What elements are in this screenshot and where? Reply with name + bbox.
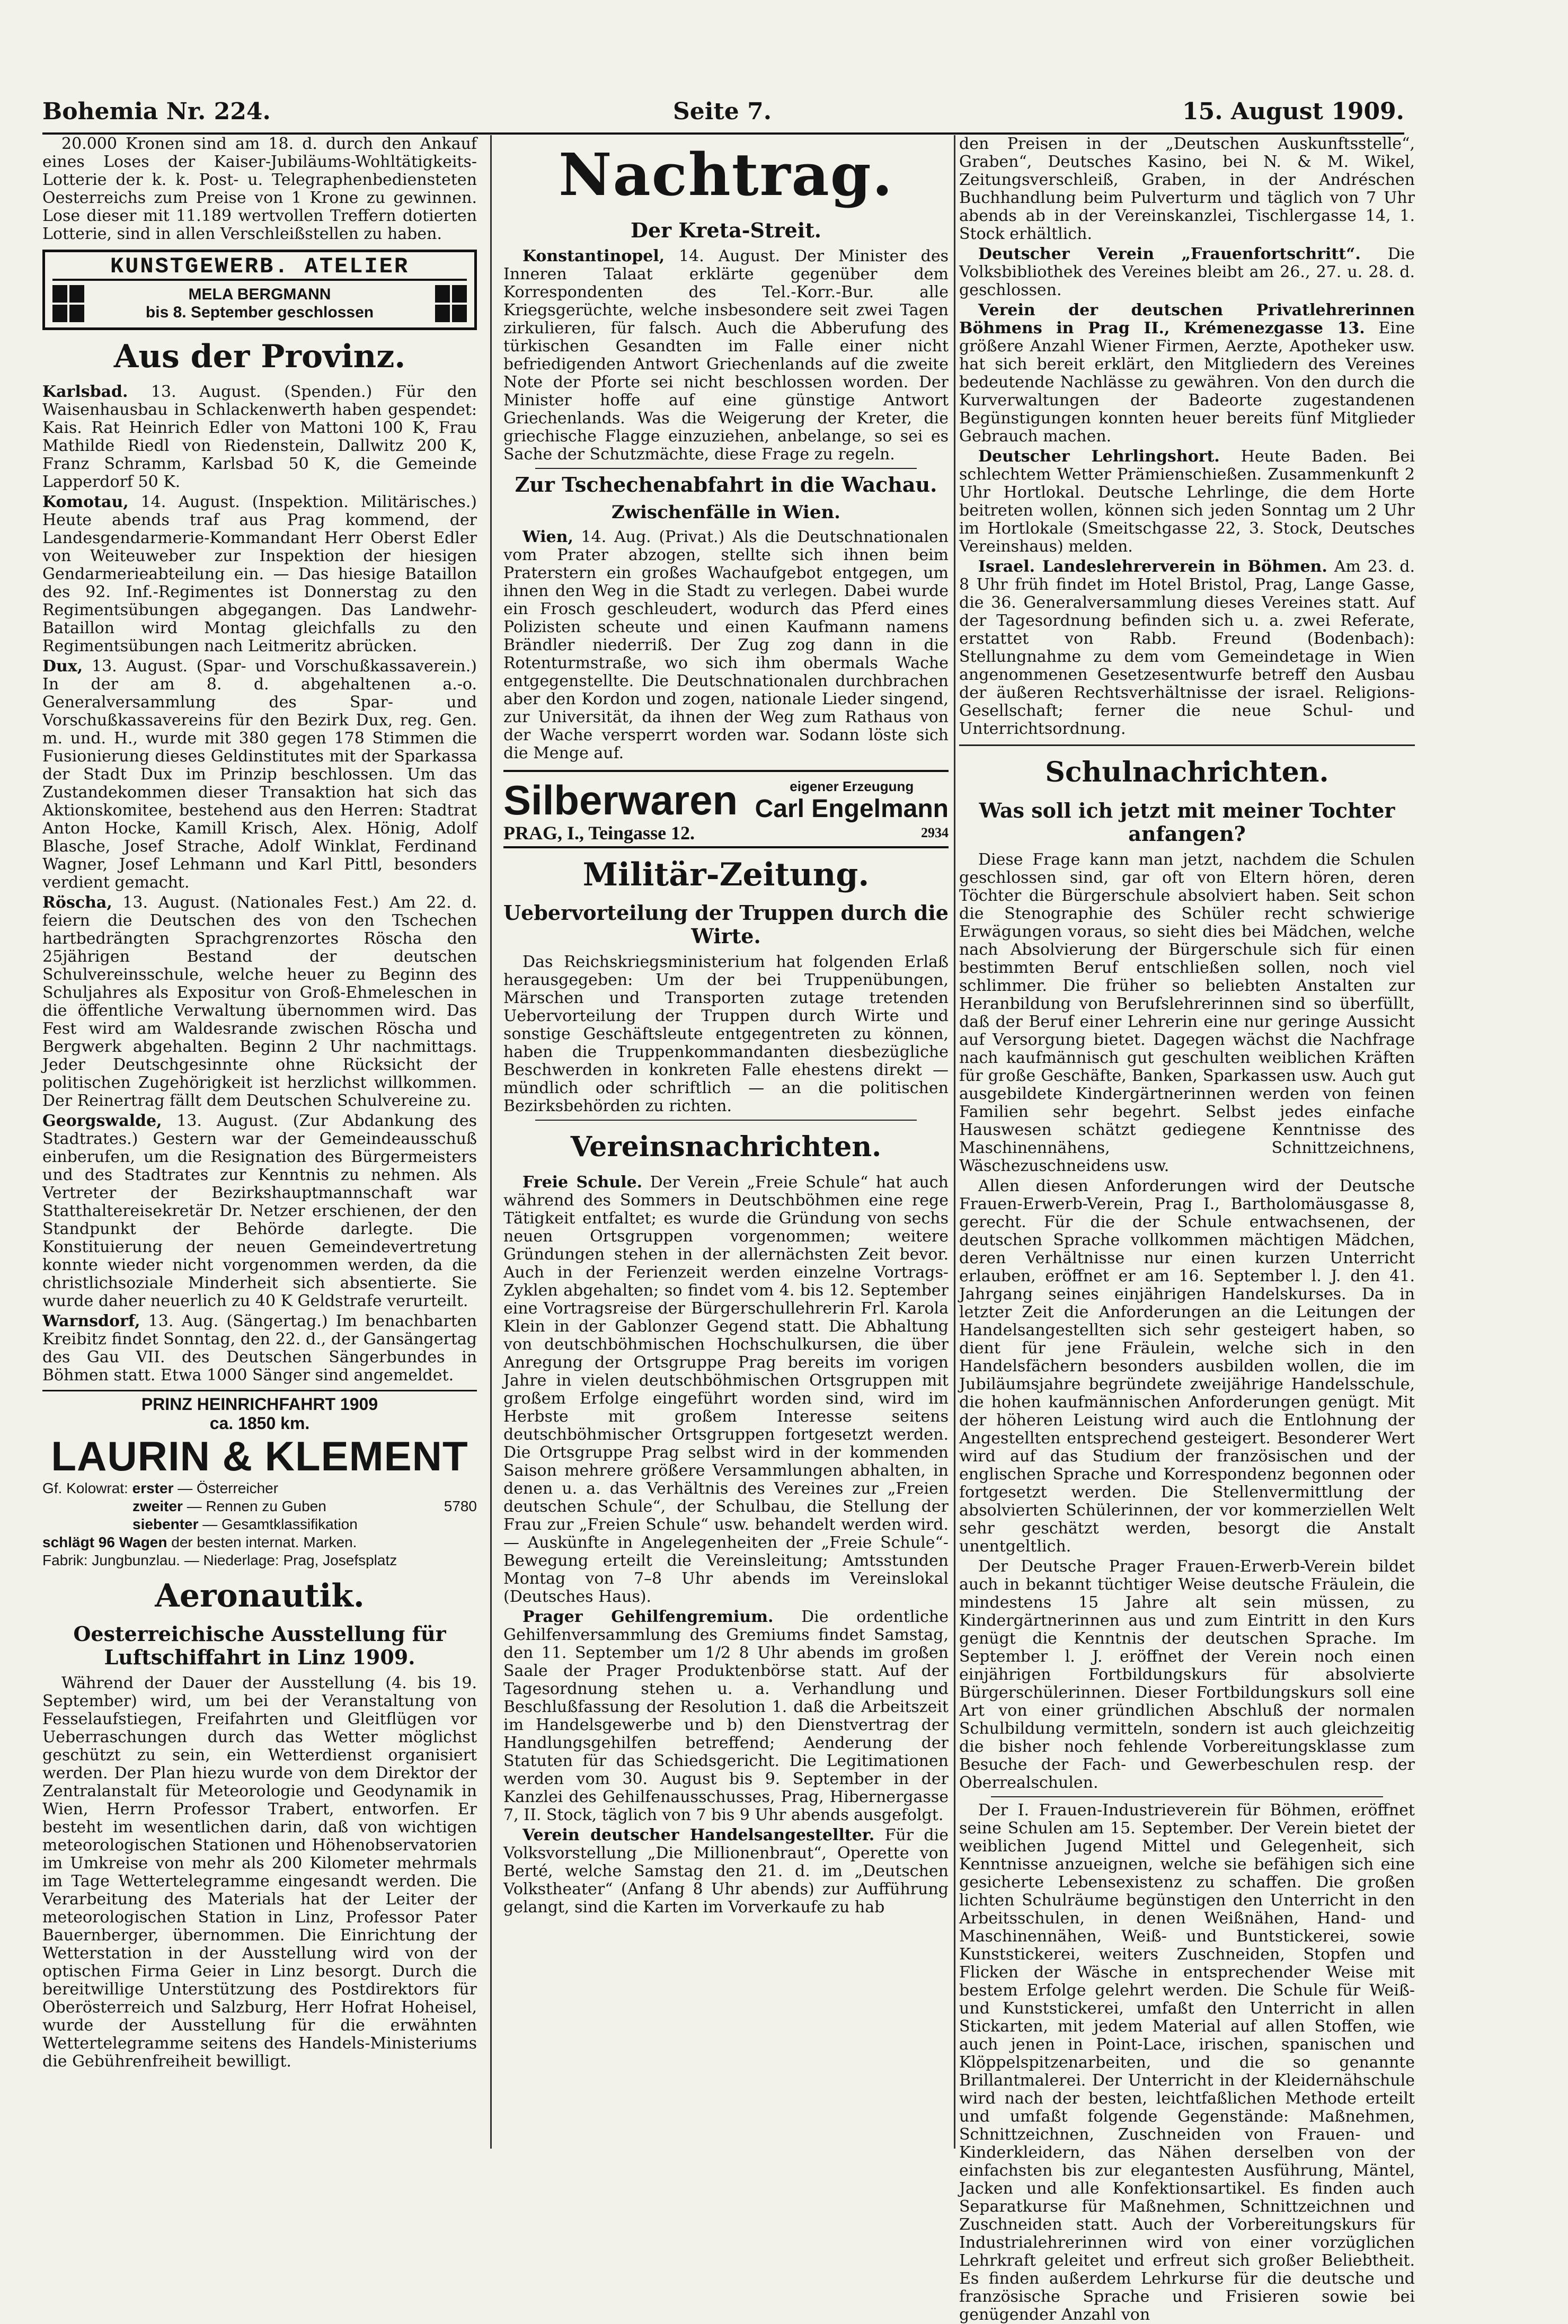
ad-silberwaren-word: Silberwaren bbox=[503, 777, 738, 823]
column-divider-2 bbox=[954, 135, 955, 2149]
column-middle: Nachtrag. Der Kreta-Streit. Konstantinopel, 14. August. Der Minister des Inneren Talaat erklärte gegenüber dem Korrespondenten des Tel.-Korr.-Bur. alle Kriegsgerüchte, welche insbesondere seit zwei Tagen zirkulieren, für falsch. Auch die Abberufung des türkischen Gesandten im Falle einer nicht befriedigenden Antwort Griechenlands auf die zweite Note der Pforte sei nicht beschlossen worden. Der Minister hoffe auf eine günstige Antwort Griechenlands. Was die Weigerung der Kreter, die griechische Flagge einzuziehen, anbelange, so sei es Sache der Schutzmächte, diese Frage zu regeln. Zur Tschechenabfahrt in die Wachau. Zwischenfälle in Wien. Wien, 14. Aug. (Privat.) Als die Deutschnationalen vom Prater abzogen, stellte sich ihnen beim Praterstern ein großes Wachaufgebot entgegen, um ihnen den Weg in die Stadt zu verlegen. Dabei wurde ein Frosch geschleudert, wodurch das Pferd eines Polizisten scheute und einen Kaufmann namens Brändler niederriß. Der Zug zog dann in die Rotenturmstraße, wo sich ihm obermals Wache entgegenstellte. Die Deutschnationalen durchbrachen aber den Kordon und zogen, nationale Lieder singend, zur Universität, da ihnen der Weg zum Rathaus von der Wache versperrt worden war. Sodann löste sich die Menge auf. Silberwaren eigener Erzeugung Carl Engelmann PRAG, I., Teingasse 12. 2934 Militär-Zeitung. Uebervorteilung der Truppen durch die Wirte. Das Reichskriegsministerium hat folgenden Erlaß herausgegeben: Um der bei Truppenübungen, Märschen und Transporten zutage tretenden Uebervorteilung der Truppen durch Wirte und sonstige Geschäftsleute entgegentreten zu können, haben die Truppenkommandanten diesbezügliche Beschwerden in konkreten Falle ehestens direkt — mündlich oder schriftlich — an die politischen Bezirksbehörden zu richten. Vereinsnachrichten. Freie Schule. Der Verein „Freie Schule“ hat auch während des Sommers in Deutschböhmen eine rege Tätigkeit entfaltet; es wurde die Gründung von sechs neuen Ortsgruppen vorgenommen; weitere Gründungen stehen in der allernächsten Zeit bevor. Auch in der Ferienzeit werden einzelne Vortrags-Zyklen abgehalten; so findet vom 4. bis 12. September eine Vortragsreise der Bürgerschullehrerin Frl. Karola Klein in der Gablonzer Gegend statt. Die Abhaltung von deutschböhmischen Hochschulkursen, die über Anregung der Ortsgruppe Prag bereits im vorigen Jahre in vielen deutschböhmischen Ortsgruppen mit großem Erfolge eingeführt worden sind, wird im Herbste mit großem Interesse seitens deutschböhmischer Ortsgruppen fortgesetzt werden. Die Ortsgruppe Prag selbst wird in der kommenden Saison mehrere größere Versammlungen abhalten, in denen u. a. das Verhältnis des Vereines zur „Freien deutschen Schule“, der Schulbau, die Stellung der Frau zur „Freien Schule“ usw. behandelt werden wird. — Auskünfte in Angelegenheiten der „Freie Schule“-Bewegung erteilt die Vereinsleitung; Amtsstunden Montag von 7–8 Uhr abends im Vereinslokal (Deutsches Haus). Prager Gehilfengremium. Die ordentliche Gehilfenversammlung des Gremiums findet Samstag, den 11. September um 1/2 8 Uhr abends im großen Saale der Prager Produktenbörse statt. Auf der Tagesordnung stehen u. a. Verhandlung und Beschlußfassung der Resolution 1. daß die Arbeitszeit im Handelsgewerbe und b) den Dienstvertrag der Handlungsgehilfen betreffend; Aenderung der Statuten für das Schiedsgericht. Die Legitimationen werden vom 30. August bis 9. September in der Kanzlei des Gehilfenausschusses, Prag, Hibernergasse 7, II. Stock, täglich von 7 bis 9 Uhr abends ausgefolgt. Verein deutscher Handelsangestellter. Für die Volksvorstellung „Die Millionenbraut“, Operette von Berté, welche Samstag den 21. d. im „Deutschen Volkstheater“ (Anfang 8 Uhr abends) zur Aufführung gelangt, sind die Karten im Vorverkaufe zu hab bbox=[503, 140, 949, 1917]
vereins-title: Vereinsnachrichten. bbox=[570, 1131, 882, 1163]
ad-laurin-event: PRINZ HEINRICHFAHRT 1909 bbox=[42, 1390, 477, 1414]
aeronautik-subtitle: Oesterreichische Ausstellung für Luftschiffahrt in Linz 1909. bbox=[73, 1622, 446, 1669]
article: Röscha, 13. August. (Nationales Fest.) Am 22. d. feiern die Deutschen des von den Tschechen hartbedrängten Sprachgrenzortes Röscha den 25jährigen Bestand der deutschen Schulvereinsschule, welche heuer zu Beginn des Schuljahres als Expositur von Groß-Ehmeleschen in die öffentliche Verwaltung übernommen wird. Das Fest wird am Waldesrande zwischen Röscha und Bergwerk abgehalten. Beginn 2 Uhr nachmittags. Jeder Deutschgesinnte ohne Rücksicht der politischen Zugehörigkeit ist herzlichst willkommen. Der Reinertrag fällt dem Deutschen Schulvereine zu. bbox=[42, 893, 477, 1110]
article: Komotau, 14. August. (Inspektion. Militärisches.) Heute abends traf aus Prag kommend, der Landesgendarmerie-Kommandant Herr Oberst Edler von Weiteuweber zur Inspektion der hiesigen Gendarmerieabteilung ein. — Das hiesige Bataillon des 92. Inf.-Regimentes ist Donnerstag zu den Regimentsübungen abgegangen. Das Landwehr-Bataillon wird Montag gleichfalls zu den Regimentsübungen nach Leitmeritz abrücken. bbox=[42, 493, 477, 655]
kreta-article: 14. August. Der Minister des Inneren Talaat erklärte gegenüber dem Korrespondenten des Tel.-Korr.-Bur. alle Kriegsgerüchte, welche insbesondere seit zwei Tagen zirkulieren, für falsch. Auch die Abberufung des türkischen Gesandten im Falle einer nicht befriedigenden Antwort Griechenlands auf die zweite Note der Pforte sei nicht beschlossen worden. Der Minister hoffe auf eine günstige Antwort Griechenlands. Was die Weigerung der Kreter, die griechische Flagge einzuziehen, anbelange, so sei es Sache der Schutzmächte, diese Frage zu regeln. bbox=[503, 247, 949, 464]
divider bbox=[535, 1120, 917, 1121]
kreta-dateline: Konstantinopel, bbox=[522, 247, 665, 265]
schul-subtitle: Was soll ich jetzt mit meiner Tochter anfangen? bbox=[979, 799, 1395, 846]
wachau-dateline: Wien, bbox=[522, 528, 573, 546]
verein-article: Für die Volksvorstellung „Die Millionenbraut“, Operette von Berté, welche Samstag den 21. d. im „Deutschen Volkstheater“ (Anfang 8 Uhr abends) zur Aufführung gelangt, sind die Karten im Vorverkaufe zu hab bbox=[503, 1826, 949, 1917]
divider bbox=[959, 744, 1415, 746]
ad-laurin-brand: LAURIN & KLEMENT bbox=[51, 1433, 468, 1479]
verein-article: Am 23. d. 8 Uhr früh findet im Hotel Bristol, Prag, Lange Gasse, die 36. Generalversammlung dieses Vereines statt. Auf der Tagesordnung befinden sich u. a. zwei Referate, erstattet von Rabb. Freund (Bodenbach): Stellungnahme zu dem vom Gemeindetage in Wien angenommenen Gesetzesentwurfe betreff den Ausbau der äußeren Rechtsverhältnisse der israel. Religions-Gesellschaft; ferner die neue Schul- und Unterrichtsordnung. bbox=[959, 557, 1415, 738]
schul-title: Schulnachrichten. bbox=[1045, 756, 1329, 788]
section-title-aeronautik: Aeronautik. bbox=[155, 1577, 365, 1615]
article: Dux, 13. August. (Spar- und Vorschußkassaverein.) In der am 8. d. abgehaltenen a.-o. Generalversammlung des Spar- und Vorschußkassavereins für den Bezirk Dux, reg. Gen. m. und. H., wurde mit 380 gegen 178 Stimmen die Fusionierung dieses Geldinstitutes mit der Sparkassa der Stadt Dux im Prinzip beschlossen. Um das Zustandekommen dieser Transaktion hat sich das Aktionskomitee, bestehend aus den Herren: Stadtrat Anton Hocke, Kamill Krisch, Alex. Hönig, Adolf Blasche, Josef Strache, Adolf Winklat, Ferdinand Wagner, Josef Lehmann und Karl Pittl, besonders verdient gemacht. bbox=[42, 657, 477, 892]
ad-silberwaren-number: 2934 bbox=[921, 825, 949, 840]
wachau-title: Zur Tschechenabfahrt in die Wachau. bbox=[515, 473, 937, 496]
divider bbox=[991, 1796, 1383, 1797]
ornament-icon bbox=[435, 285, 467, 322]
militaer-title: Militär-Zeitung. bbox=[582, 856, 870, 893]
provinz-articles bbox=[42, 383, 477, 1385]
wachau-article: 14. Aug. (Privat.) Als die Deutschnationalen vom Prater abzogen, stellte sich ihnen beim Praterstern ein großes Wachaufgebot entgegen, um ihnen den Weg in die Stadt zu verlegen. Dabei wurde ein Frosch geschleudert, wodurch das Pferd eines Polizisten scheute und einen Kaufmann namens Brändler niederriß. Der Zug zog dann in die Rotenturmstraße, wo sich ihm obermals Wache entgegenstellte. Die Deutschnationalen durchbrachen aber den Kordon und zogen, nationale Lieder singend, zur Universität, da ihnen der Weg zum Rathaus von der Wache versperrt worden war. Sodann löste sich die Menge auf. bbox=[503, 528, 949, 762]
divider bbox=[535, 468, 917, 469]
article: Georgswalde, 13. August. (Zur Abdankung des Stadtrates.) Gestern war der Gemeindeausschuß einberufen, um die Resignation des Bürgermeisters und des Stadtrates zur Kenntnis zu nehmen. Als Vertreter der Bezirkshauptmannschaft war Statthaltereisekretär Dr. Netzer erschienen, der den Standpunkt der Behörde darlegte. Die Konstituierung der neuen Gemeindevertretung konnte wieder nicht vorgenommen werden, da die christlichsoziale Minderheit sich absentierte. Sie wurde daher neuerlich zu 40 K Geldstrafe verurteilt. bbox=[42, 1112, 477, 1310]
ad-silberwaren-address: PRAG, I., Teingasse 12. bbox=[503, 822, 695, 844]
ad-kunstgewerbe bbox=[42, 250, 477, 330]
article: Karlsbad. 13. August. (Spenden.) Für den Waisenhausbau in Schlackenwerth haben gespendet: Kais. Rat Heinrich Edler von Mattoni 100 K, Frau Mathilde Riedl von Riedenstein, Dallwitz 200 K, Franz Schramm, Karlsbad 50 K, die Gemeinde Lapperdorf 50 K. bbox=[42, 383, 477, 491]
issue-number: Bohemia Nr. 224. bbox=[42, 98, 271, 125]
wachau-subtitle: Zwischenfälle in Wien. bbox=[611, 502, 841, 523]
kreta-title: Der Kreta-Streit. bbox=[631, 218, 821, 242]
ornament-icon bbox=[52, 285, 84, 322]
column-divider-1 bbox=[490, 135, 492, 2149]
column-right: den Preisen in der „Deutschen Auskunftsstelle“, Graben“, Deutsches Kasino, bei N. & M. Wikel, Zeitungsverschleiß, Graben, in der Andréschen Buchhandlung beim Pulverturm und täglich von 7 Uhr abends ab in der Vereinskanzlei, Tischlergasse 14, 1. Stock erhältlich. Deutscher Verein „Frauenfortschritt“. Die Volksbibliothek des Vereines bleibt am 26., 27. u. 28. d. geschlossen. Verein der deutschen Privatlehrerinnen Böhmens in Prag II., Krémenezgasse 13. Eine größere Anzahl Wiener Firmen, Aerzte, Apotheker usw. hat sich bereit erklärt, den Mitgliedern des Vereines bedeutende Nachlässe zu gewähren. Von den durch die Kurverwaltungen der Badeorte zugestandenen Begünstigungen konnten heuer bereits fünf Mitglieder Gebrauch machen. Deutscher Lehrlingshort. Heute Baden. Bei schlechtem Wetter Prämienschießen. Zusammenkunft 2 Uhr Hortlokal. Deutsche Lehrlinge, die dem Horte beitreten wollen, können sich jeden Sonntag um 2 Uhr im Hortlokale (Smeitschgasse 22, 3. Stock, Deutsches Vereinshaus) melden. Israel. Landeslehrerverein in Böhmen. Am 23. d. 8 Uhr früh findet im Hotel Bristol, Prag, Lange Gasse, die 36. Generalversammlung dieses Vereines statt. Auf der Tagesordnung befinden sich u. a. zwei Referate, erstattet von Rabb. Freund (Bodenbach): Stellungnahme zu dem vom Gemeindetage in Wien angenommenen Gesetzesentwurfe betreff den Ausbau der äußeren Rechtsverhältnisse der israel. Religions-Gesellschaft; ferner die neue Schul- und Unterrichtsordnung. Schulnachrichten. Was soll ich jetzt mit meiner Tochter anfangen? Diese Frage kann man jetzt, nachdem die Schulen geschlossen sind, gar oft von Eltern hören, deren Töchter die Bürgerschule absolviert haben. Seit schon die Stenographie des Schüler recht schwierige Erwägungen voraus, so sieht dies bei Mädchen, welche nach Absolvierung der Bürgerschule sich für einen bestimmten Beruf entschließen sollen, noch viel schlimmer. Die früher so beliebten Anstalten zur Heranbildung von Berufslehrerinnen sind so überfüllt, daß der Beruf einer Lehrerin eine nur geringe Aussicht auf Versorgung bietet. Dagegen wächst die Nachfrage nach kaufmännisch gut geschulten weiblichen Kräften für große Geschäfte, Banken, Sparkassen usw. Auch gut ausgebildete Kindergärtnerinnen werden von feinen Familien sehr begehrt. Selbst jedes einfache Hauswesen schätzt gediegene Kenntnisse des Maschinennähens, Schnittzeichnens, Wäschezuschneidens usw. Allen diesen Anforderungen wird der Deutsche Frauen-Erwerb-Verein, Prag I., Bartholomäusgasse 8, gerecht. Für die der Schule entwachsenen, der deutschen Sprache vollkommen mächtigen Mädchen, deren Verhältnisse nur einen kurzen Unterricht erlauben, eröffnet er am 16. September l. J. den 41. Jahrgang seines einjährigen Handelskurses. Da in letzter Zeit die Anforderungen an die Leitungen der Handelsangestellten sich sehr gesteigert haben, so dient für jene Fräulein, welche sich in den Handelsfächern besonders ausbilden wollen, die im Jubiläumsjahre begründete zweijährige Handelsschule, die hohen kaufmännischen Anforderungen genügt. Mit der höheren Leistung wird auch die Entlohnung der Angestellten entsprechend gesteigert. Besonderer Wert wird auf das Studium der französischen und der englischen Sprache und Korrespondenz begonnen oder fortgesetzt werden. Die Stellenvermittlung der absolvierten Schülerinnen, der vor kommerziellen Welt sehr geschätzt werden, besorgt die Anstalt unentgeltlich. Der Deutsche Prager Frauen-Erwerb-Verein bildet auch in bekannt tüchtiger Weise deutsche Fräulein, die mindestens 15 Jahre alt sein müssen, zu Kindergärtnerinnen aus und zum Eintritt in den Kurs genügt die Kenntnis der deutschen Sprache. Im September l. J. eröffnet der Verein noch einen einjährigen Fortbildungskurs für absolvierte Bürgerschülerinnen. Dieser Fortbildungskurs soll eine Art von einer gründlichen Abschluß der normalen Schulbildung vermitteln, sondern ist auch gleichzeitig die bisher noch fehlende Vorbereitungsklasse zum Besuche der Fach- und Gewerbeschulen resp. der Oberrealschulen. Der I. Frauen-Industrieverein für Böhmen, eröffnet seine Schulen am 15. September. Der Verein bietet der weiblichen Jugend Mittel und Gelegenheit, sich Kenntnisse anzueignen, welche sie befähigen sich eine gesicherte Lebensexistenz zu schaffen. Die großen lichten Schulräume begünstigen den Unterricht in den Arbeitsschulen, in denen Weißnähen, Hand- und Maschinennähen, Weiß- und Buntstickerei, sowie Kunststickerei, weiters Zuschneiden, Stopfen und Flicken der Wäsche in entsprechender Weise mit bestem Erfolge gelehrt werden. Die Schule für Weiß- und Kunststickerei, umfaßt den Unterricht in allen Stickarten, mit jedem Material auf allen Stoffen, wie auch jenen in Point-Lace, irischen, spanischen und Klöppelspitzenarbeiten, und die so genannte Brillantmalerei. Der Unterricht in der Kleidernähschule wird nach der besten, leichtfaßlichen Methode erteilt und umfaßt folgende Gegenstände: Maßnehmen, Schnittzeichnen, Zuschneiden von Frauen- und Kinderkleidern, das Nähen derselben von der einfachsten bis zur elegantesten Ausführung, Mäntel, Jacken und alle Konfektionsartikel. Es finden auch Separatkurse für Maßnehmen, Schnittzeichnen und Zuschneiden statt. Auch der Vorbereitungskurs für Industrialehrerinnen wird von einer vorzüglichen Lehrkraft geleitet und erfreut sich großer Beliebtheit. Es finden außerdem Lehrkurse für die deutsche und französische Sprache und Frisieren sowie bei genügender Anzahl von bbox=[959, 135, 1415, 2324]
verein-continued: den Preisen in der „Deutschen Auskunftsstelle“, Graben“, Deutsches Kasino, bei N. & M. Wikel, Zeitungsverschleiß, Graben, in der Andréschen Buchhandlung beim Pulverturm und täglich von 7 Uhr abends ab in der Vereinskanzlei, Tischlergasse 14, 1. Stock erhältlich. bbox=[959, 135, 1415, 243]
ad-silberwaren bbox=[503, 770, 949, 848]
verein-article: Heute Baden. Bei schlechtem Wetter Prämienschießen. Zusammenkunft 2 Uhr Hortlokal. Deutsche Lehrlinge, die dem Horte beitreten wollen, können sich jeden Sonntag um 2 Uhr im Hortlokale (Smeitschgasse 22, 3. Stock, Deutsches Vereinshaus) melden. bbox=[959, 447, 1415, 556]
schul-article: Der I. Frauen-Industrieverein für Böhmen, eröffnet seine Schulen am 15. September. Der Verein bietet der weiblichen Jugend Mittel und Gelegenheit, sich Kenntnisse anzueignen, welche sie befähigen sich eine gesicherte Lebensexistenz zu schaffen. Die großen lichten Schulräume begünstigen den Unterricht in den Arbeitsschulen, in denen Weißnähen, Hand- und Maschinennähen, Weiß- und Buntstickerei, sowie Kunststickerei, weiters Zuschneiden, Stopfen und Flicken der Wäsche in entsprechender Weise mit bestem Erfolge gelehrt werden. Die Schule für Weiß- und Kunststickerei, umfaßt den Unterricht in allen Stickarten, mit jedem Material auf allen Stoffen, wie auch jenen in Point-Lace, irischen, spanischen und Klöppelspitzenarbeiten, und die so genannte Brillantmalerei. Der Unterricht in der Kleidernähschule wird nach der besten, leichtfaßlichen Methode erteilt und umfaßt folgende Gegenstände: Maßnehmen, Schnittzeichnen, Zuschneiden von Frauen- und Kinderkleidern, das Nähen derselben von der einfachsten bis zur elegantesten Ausführung, Mäntel, Jacken und alle Konfektionsartikel. Es finden auch Separatkurse für Maßnehmen, Schnittzeichnen und Zuschneiden statt. Auch der Vorbereitungskurs für Industrialehrerinnen wird von einer vorzüglichen Lehrkraft geleitet und erfreut sich großer Beliebtheit. Es finden außerdem Lehrkurse für die deutsche und französische Sprache und Frisieren sowie bei genügender Anzahl von bbox=[959, 1801, 1415, 2324]
ad-kunstgewerbe-title: KUNSTGEWERB. ATELIER bbox=[52, 258, 467, 281]
article: Warnsdorf, 13. Aug. (Sängertag.) Im benachbarten Kreibitz findet Sonntag, den 22. d., der Gansängertag des Gau VII. des Deutschen Sängerbundes in Böhmen statt. Etwa 1000 Sänger sind angemeldet. bbox=[42, 1312, 477, 1385]
column-left bbox=[42, 135, 477, 2170]
verein-article: Der Verein „Freie Schule“ hat auch während des Sommers in Deutschböhmen eine rege Tätigkeit entfaltet; es wurde die Gründung von sechs neuen Ortsgruppen vorgenommen; weitere Gründungen stehen in der allernächsten Zeit bevor. Auch in der Ferienzeit werden einzelne Vortrags-Zyklen abgehalten; so findet vom 4. bis 12. September eine Vortragsreise der Bürgerschullehrerin Frl. Karola Klein in der Gablonzer Gegend statt. Die Abhaltung von deutschböhmischen Hochschulkursen, die über Anregung der Ortsgruppe Prag bereits im vorigen Jahre in vielen deutschböhmischen Ortsgruppen mit großem Erfolge eingeführt worden sind, wird im Herbste mit großem Interesse seitens deutschböhmischer Ortsgruppen fortgesetzt werden. Die Ortsgruppe Prag selbst wird in der kommenden Saison mehrere größere Versammlungen abhalten, in denen u. a. das Verhältnis des Vereines zur „Freien deutschen Schule“, der Schulbau, die Stellung der Frau zur „Freien Schule“ usw. behandelt werden wird. — Auskünfte in Angelegenheiten der „Freie Schule“-Bewegung erteilt die Vereinsleitung; Amtsstunden Montag von 7–8 Uhr abends im Vereinslokal (Deutsches Haus). bbox=[503, 1173, 949, 1606]
ad-silberwaren-name: Carl Engelmann bbox=[755, 795, 949, 823]
lottery-notice: 20.000 Kronen sind am 18. d. durch den Ankauf eines Loses der Kaiser-Jubiläums-Wohltätigkeits-Lotterie der k. k. Post- u. Telegraphenbediensteten Oesterreichs zum Preise von 1 Krone zu gewinnen. Lose dieser mit 11.189 wertvollen Treffern dotierten Lotterie, sind in allen Verschleißstellen zu haben. bbox=[42, 135, 477, 243]
page-number: Seite 7. bbox=[673, 98, 772, 125]
aeronautik-article: Während der Dauer der Ausstellung (4. bis 19. September) wird, um bei der Veranstaltung von Fesselaufstiegen, Freifahrten und Gleitflügen vor Ueberraschungen durch das Wetter möglichst geschützt zu sein, ein Wetterdienst organisiert werden. Der Plan hiezu wurde von dem Direktor der Zentralanstalt für Meteorologie und Geodynamik in Wien, Herrn Professor Trabert, entworfen. Er besteht im wesentlichen darin, daß von wichtigen meteorologischen Stationen und Höhenobservatorien im Umkreise von mehr als 200 Kilometer mehrmals im Tage Wettertelegramme eingesandt werden. Die Verarbeitung des Materials hat der Leiter der meteorologischen Station in Linz, Professor Pater Bauernberger, übernommen. Die Einrichtung der Wetterstation in der Ausstellung wird von der optischen Firma Geier in Linz besorgt. Durch die bereitwillige Unterstützung des Postdirektors für Oberösterreich und Salzburg, Herr Hofrat Hoheisel, wurde der Ausstellung für die erwähnten Wettertelegramme seitens des Handels-Ministeriums die Gebührenfreiheit bewilligt. bbox=[42, 1674, 477, 2071]
issue-date: 15. August 1909. bbox=[1182, 98, 1404, 125]
verein-article: Eine größere Anzahl Wiener Firmen, Aerzte, Apotheker usw. hat sich bereit erklärt, den Mitgliedern des Vereines bedeutende Nachlässe zu gewähren. Von den durch die Kurverwaltungen der Badeorte zugestandenen Begünstigungen konnten heuer bereits fünf Mitglieder Gebrauch machen. bbox=[959, 319, 1415, 446]
nachtrag-title: Nachtrag. bbox=[558, 140, 894, 209]
schul-article: Diese Frage kann man jetzt, nachdem die Schulen geschlossen sind, gar oft von Eltern hören, deren Töchter die Bürgerschule absolviert haben. Seit schon die Stenographie des Schüler recht schwierige Erwägungen voraus, so sieht dies bei Mädchen, welche nach Absolvierung der Bürgerschule sich für einen bestimmten Beruf entschließen sollen, noch viel schlimmer. Die früher so beliebten Anstalten zur Heranbildung von Berufslehrerinnen sind so überfüllt, daß der Beruf einer Lehrerin eine nur geringe Aussicht auf Versorgung bietet. Dagegen wächst die Nachfrage nach kaufmännisch gut geschulten weiblichen Kräften für große Geschäfte, Banken, Sparkassen usw. Auch gut ausgebildete Kindergärtnerinnen werden von feinen Familien sehr begehrt. Selbst jedes einfache Hauswesen schätzt gediegene Kenntnisse des Maschinennähens, Schnittzeichnens, Wäschezuschneidens usw. bbox=[959, 850, 1415, 1175]
verein-article: Die ordentliche Gehilfenversammlung des Gremiums findet Samstag, den 11. September um 1/2 8 Uhr abends im großen Saale der Prager Produktenbörse statt. Auf der Tagesordnung stehen u. a. Verhandlung und Beschlußfassung der Resolution 1. daß die Arbeitszeit im Handelsgewerbe und b) den Dienstvertrag der Handlungsgehilfen betreffend; Aenderung der Statuten für das Schiedsgericht. Die Legitimationen werden vom 30. August bis 9. September in der Kanzlei des Gehilfenausschusses, Prag, Hibernergasse 7, II. Stock, täglich von 7 bis 9 Uhr abends ausgefolgt. bbox=[503, 1608, 949, 1824]
schul-article: Der Deutsche Prager Frauen-Erwerb-Verein bildet auch in bekannt tüchtiger Weise deutsche Fräulein, die mindestens 15 Jahre alt sein müssen, zu Kindergärtnerinnen aus und zum Eintritt in den Kurs genügt die Kenntnis der deutschen Sprache. Im September l. J. eröffnet der Verein noch einen einjährigen Fortbildungskurs für absolvierte Bürgerschülerinnen. Dieser Fortbildungskurs soll eine Art von einer gründlichen Abschluß der normalen Schulbildung vermitteln, sondern ist auch gleichzeitig die bisher noch fehlende Vorbereitungsklasse zum Besuche der Fach- und Gewerbeschulen resp. der Oberrealschulen. bbox=[959, 1557, 1415, 1792]
ad-kunstgewerbe-note: bis 8. September geschlossen bbox=[145, 304, 374, 321]
militaer-article: Das Reichskriegsministerium hat folgenden Erlaß herausgegeben: Um der bei Truppenübungen, Märschen und Transporten zutage tretenden Uebervorteilung der Truppen durch Wirte und sonstige Geschäftsleute entgegentreten zu können, haben die Truppenkommandanten diesbezügliche Beschwerden in konkreten Falle ehestens direkt — mündlich oder schriftlich — an die politischen Bezirksbehörden zu richten. bbox=[503, 953, 949, 1115]
ad-silberwaren-tagline: eigener Erzeugung bbox=[790, 778, 914, 794]
schul-article: Allen diesen Anforderungen wird der Deutsche Frauen-Erwerb-Verein, Prag I., Bartholomäusgasse 8, gerecht. Für die der Schule entwachsenen, der deutschen Sprache vollkommen mächtigen Mädchen, deren Verhältnisse nur einen kurzen Unterricht erlauben, eröffnet er am 16. September l. J. den 41. Jahrgang seines einjährigen Handelskurses. Da in letzter Zeit die Anforderungen an die Leitungen der Handelsangestellten sich sehr gesteigert haben, so dient für jene Fräulein, welche sich in den Handelsfächern besonders ausbilden wollen, die im Jubiläumsjahre begründete zweijährige Handelsschule, die hohen kaufmännischen Anforderungen genügt. Mit der höheren Leistung wird auch die Entlohnung der Angestellten entsprechend gesteigert. Besonderer Wert wird auf das Studium der französischen und der englischen Sprache und Korrespondenz begonnen oder fortgesetzt werden. Die Stellenvermittlung der absolvierten Schülerinnen, der vor kommerziellen Welt sehr geschätzt werden, besorgt die Anstalt unentgeltlich. bbox=[959, 1177, 1415, 1556]
ad-laurin-klement: PRINZ HEINRICHFAHRT 1909 ca. 1850 km. LAURIN & KLEMENT Gf. Kolowrat: erster — Österreicher zweiter — Rennen zu Guben 5780 siebenter — Gesamtklassifikation schlägt 96 Wagen der besten internat. Marken. Fabrik: Jungbunzlau. — Niederlage: Prag, Josefsplatz bbox=[42, 1390, 477, 1569]
section-title-provinz: Aus der Provinz. bbox=[113, 338, 406, 375]
page-header bbox=[42, 98, 1404, 135]
ad-laurin-distance: ca. 1850 km. bbox=[209, 1414, 310, 1433]
militaer-subtitle: Uebervorteilung der Truppen durch die Wirte. bbox=[503, 901, 949, 948]
ad-kunstgewerbe-name: MELA BERGMANN bbox=[188, 286, 331, 303]
verein-article: Die Volksbibliothek des Vereines bleibt am 26., 27. u. 28. d. geschlossen. bbox=[959, 245, 1415, 299]
